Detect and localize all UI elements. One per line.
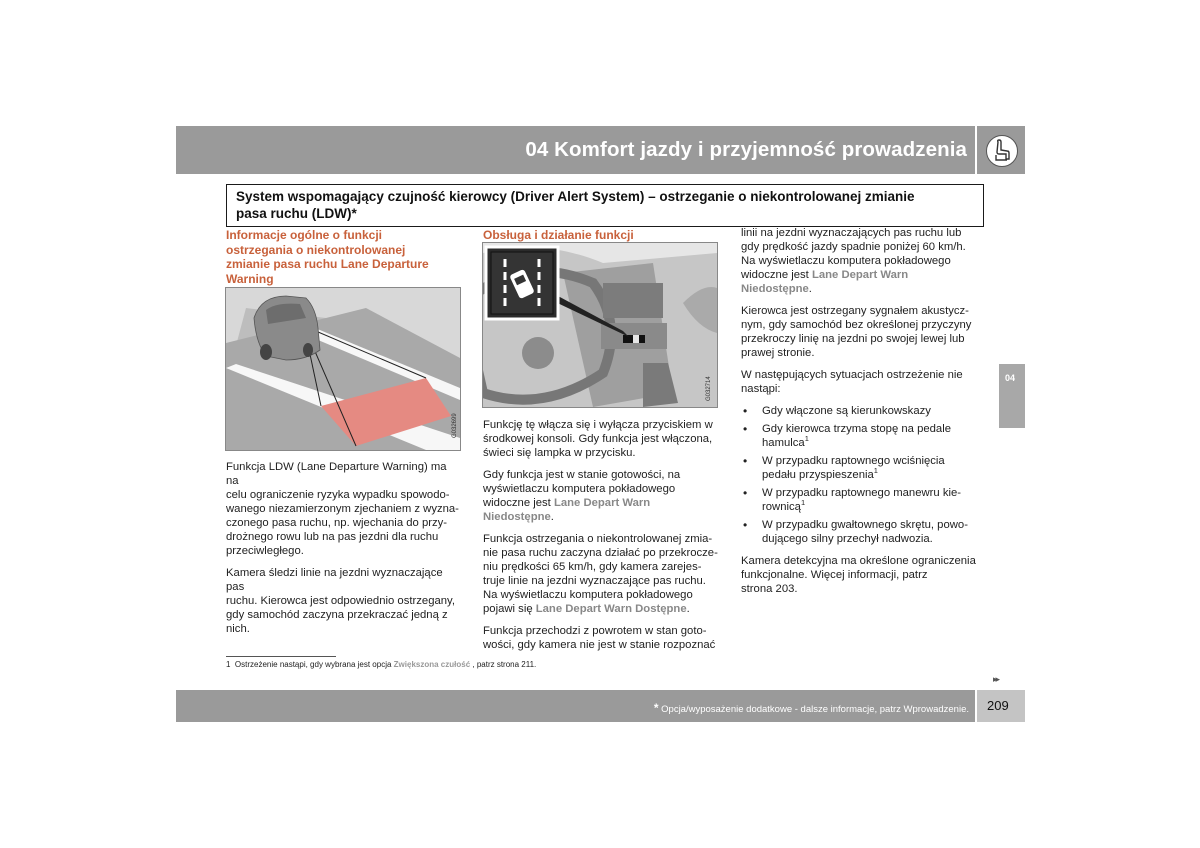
chapter-tab-label: 04 [1005,373,1016,383]
page-number: 209 [987,698,1009,713]
subheading-line: zmianie pasa ruchu Lane Departure [226,257,429,271]
paragraph [741,368,981,396]
footnote-highlight: Zwiększona czułość [393,660,471,669]
footnote-ref: 1 [873,466,878,476]
text-line: czonego pasa ruchu, np. wjechania do przy- [226,517,448,529]
text-line: Na wyświetlaczu komputera pokładowego [741,255,951,267]
exception-list [741,404,981,546]
paragraph [741,554,981,596]
text-line: W przypadku gwałtownego skrętu, powo- [762,519,968,531]
section-title-line: System wspomagający czujność kierowcy (Driver Alert System) – ostrzeganie o niekontrolowanej zmianie [236,189,915,204]
text-line: . [686,603,690,615]
text-line: strona 203. [741,583,798,595]
chapter-icon-box [977,126,1025,174]
paragraph [741,304,981,360]
text-line: wości, gdy kamera nie jest w stanie rozpoznać [483,639,716,651]
lane-camera-illustration [225,287,461,451]
display-message: Lane Depart Warn [811,269,909,281]
text-line: pedału przyspieszenia [762,469,874,481]
text-line: Gdy włączone są kierunkowskazy [762,405,931,417]
text-line: świeci się lampka w przycisku. [483,447,636,459]
page-number-box [977,690,1025,722]
display-message: Niedostępne [741,283,809,295]
subheading-line: Informacje ogólne o funkcji [226,228,383,242]
text-line: Na wyświetlaczu komputera pokładowego [483,589,693,601]
footer-bar [176,690,975,722]
text-line: linii na jezdni wyznaczających pas ruchu lub [741,227,962,239]
footnote-ref: 1 [800,498,806,508]
list-item [741,454,981,482]
paragraph [483,624,719,652]
asterisk-icon: * [653,701,659,715]
subheading-operation: Obsługa i działanie funkcji [483,228,717,249]
section-title-box [226,184,984,227]
seat-icon [986,135,1018,167]
text-line: W przypadku raptownego wciśnięcia [762,455,945,467]
text-line: widoczne jest [483,497,554,509]
section-title-line: pasa ruchu (LDW)* [236,206,357,221]
text-line: hamulca [762,437,805,449]
paragraph [226,566,462,636]
column-3 [741,226,981,604]
text-line: środkowej konsoli. Gdy funkcja jest włączona, [483,433,713,445]
text-line: przekroczy linię na jezdni po swojej lewej lub [741,333,965,345]
display-message: Lane Depart Warn [553,497,651,509]
text-line: W następujących sytuacjach ostrzeżenie nie [741,369,963,381]
subheading-general-info [226,228,462,286]
double-arrow-right-icon: ▸▸ [993,674,999,684]
text-line: Funkcja LDW (Lane Departure Warning) ma na [226,461,447,487]
text-line: nich. [226,623,250,635]
paragraph [483,532,719,616]
text-line: niu prędkości 65 km/h, gdy kamera zarejes- [483,561,702,573]
text-line: Funkcję tę włącza się i wyłącza przyciskiem w [483,419,713,431]
text-line: Gdy funkcja jest w stanie gotowości, na [483,469,681,481]
text-line: nie pasa ruchu zaczyna działać po przekrocze- [483,547,718,559]
text-line: pojawi się [483,603,536,615]
text-line: Funkcja przechodzi z powrotem w stan goto- [483,625,707,637]
text-line: nastąpi: [741,383,781,395]
text-line: wanego niezamierzonym zjechaniem z wyzna- [226,503,459,515]
text-line: dującego silny przechył nadwozia. [762,533,933,545]
footnote-text: Ostrzeżenie nastąpi, gdy wybrana jest opcja [234,660,392,669]
text-line: . [550,511,554,523]
paragraph [483,418,719,460]
list-item [741,404,981,418]
footnote-text: , patrz strona 211. [472,660,537,669]
text-line: gdy prędkość jazdy spadnie poniżej 60 km/h. [741,241,966,253]
display-message: Lane Depart Warn Dostępne [535,603,687,615]
text-line: Gdy kierowca trzyma stopę na pedale [762,423,952,435]
column-1-body [226,460,462,644]
list-item [741,518,981,546]
paragraph [226,460,462,558]
chapter-side-tab [999,364,1025,428]
footnote [226,660,536,669]
text-line: W przypadku raptownego manewru kie- [762,487,962,499]
paragraph [483,468,719,524]
subheading-line: ostrzegania o niekontrolowanej [226,242,406,257]
paragraph [741,226,981,296]
text-line: Kamera śledzi linie na jezdni wyznaczające pas [226,567,443,593]
text-line: celu ograniczenie ryzyka wypadku spowodo- [226,489,450,501]
display-message: Niedostępne [483,511,551,523]
footnote-divider [226,656,336,657]
list-item [741,422,981,450]
chapter-header-bar [176,126,975,174]
text-line: Kamera detekcyjna ma określone ograniczenia [741,555,976,567]
text-line: gdy samochód zaczyna przekraczać jedną z [226,609,448,621]
footer-note-text: Opcja/wyposażenie dodatkowe - dalsze informacje, patrz Wprowadzenie. [661,704,969,715]
figure-code: G032699 [452,413,458,438]
text-line: nym, gdy samochód bez określonej przyczyny [741,319,972,331]
center-console-illustration [482,242,718,408]
list-item [741,486,981,514]
text-line: widoczne jest [741,269,812,281]
footer-note [654,701,969,715]
text-line: przeciwległego. [226,545,304,557]
text-line: wyświetlaczu komputera pokładowego [483,483,676,495]
text-line: . [808,283,812,295]
footnote-mark: 1 [226,660,231,669]
text-line: Kierowca jest ostrzegany sygnałem akustycz- [741,305,969,317]
text-line: Funkcja ostrzegania o niekontrolowanej zmia- [483,533,713,545]
subheading-line: Warning [226,271,274,286]
text-line: funkcjonalne. Więcej informacji, patrz [741,569,928,581]
text-line: prawej stronie. [741,347,815,359]
footnote-ref: 1 [804,434,809,444]
text-line: ruchu. Kierowca jest odpowiednio ostrzegany, [226,595,455,607]
text-line: truje linie na jezdni wyznaczające pas ruchu. [483,575,706,587]
column-1 [226,228,462,286]
text-line: drożnego rowu lub na pas jezdni dla ruchu [226,531,439,543]
column-2-body [483,418,719,660]
text-line: rownicą [762,501,801,513]
figure-code: G032714 [706,376,712,401]
chapter-title: 04 Komfort jazdy i przyjemność prowadzenia [525,138,967,161]
